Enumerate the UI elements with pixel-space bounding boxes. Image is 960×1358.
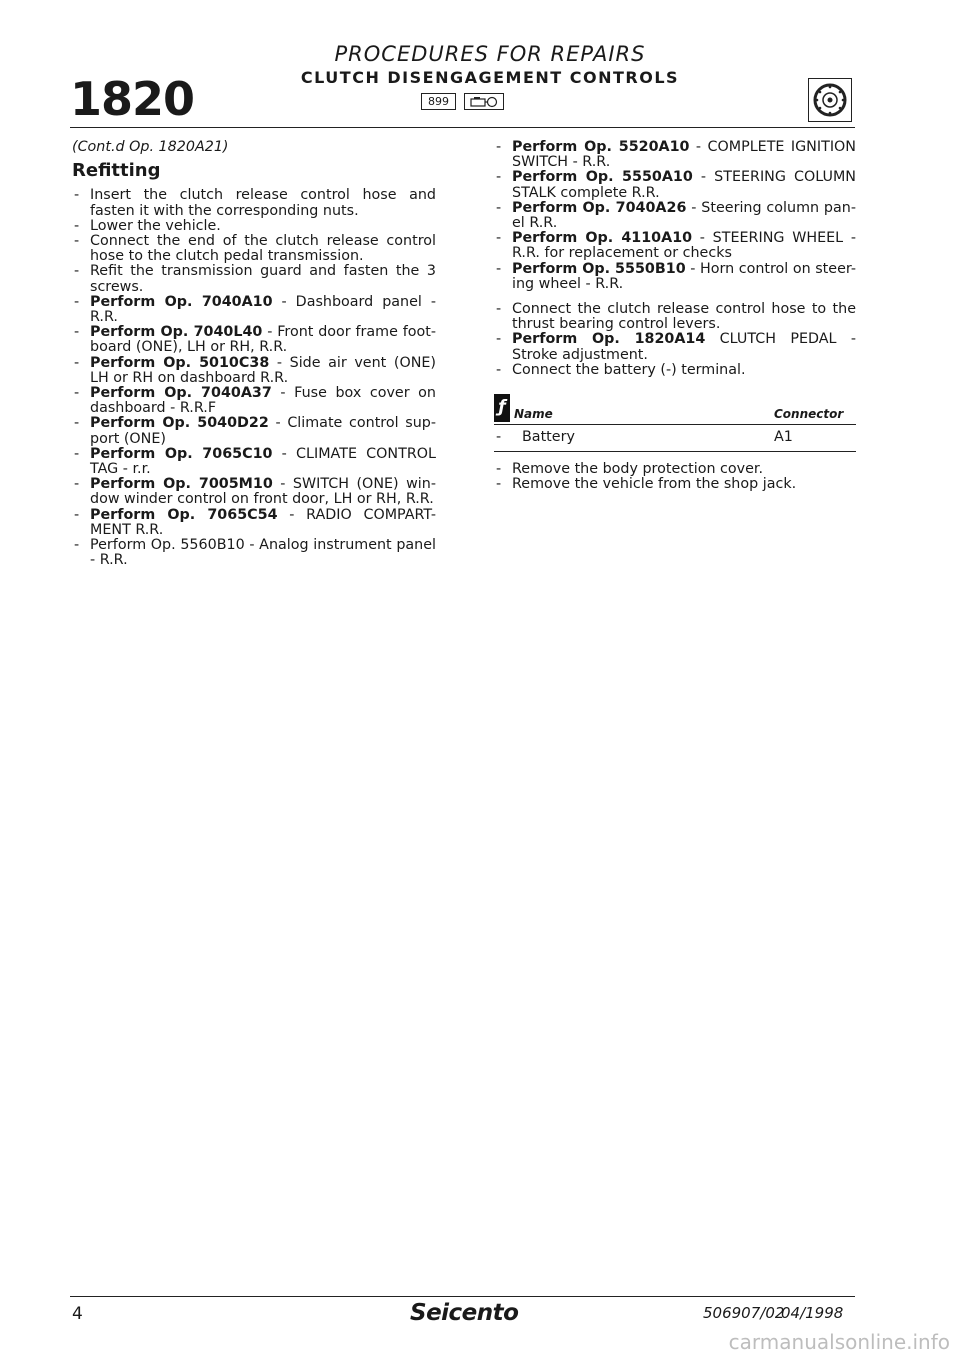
step-item: - Remove the body protection cover. — [494, 462, 856, 477]
step-item: - Perform Op. 7040A37 - Fuse box cover on dashboard - R.R.F — [72, 386, 436, 416]
header-badges — [421, 93, 504, 110]
op-reference: Perform Op. 1820A14 — [512, 331, 706, 348]
refitting-heading: Refitting — [72, 160, 161, 182]
step-item: - Connect the battery (-) terminal. — [494, 363, 856, 378]
step-item: - Perform Op. 5550B10 - Horn control on steer-ing wheel - R.R. — [494, 262, 856, 292]
step-item: - Perform Op. 5550A10 - STEERING COLUMN STALK complete R.R. — [494, 170, 856, 200]
refitting-steps — [72, 188, 436, 568]
op-reference: Perform Op. 7040A37 — [90, 385, 272, 402]
left-column — [72, 140, 436, 568]
op-reference: Perform Op. 7040L40 — [90, 324, 263, 341]
step-item: - Connect the end of the clutch release control hose to the clutch pedal transmission. — [72, 234, 436, 264]
electrical-icon: ƒ — [494, 394, 510, 422]
connection-steps — [494, 302, 856, 378]
step-item: - Remove the vehicle from the shop jack. — [494, 477, 856, 492]
step-item: - Insert the clutch release control hose and fasten it with the corresponding nuts. — [72, 188, 436, 218]
right-column — [494, 140, 856, 492]
watermark: carmanualsonline.info — [728, 1330, 950, 1354]
op-reference: Perform Op. 5010C38 — [90, 354, 270, 371]
step-item: - Perform Op. 7040A10 - Dashboard panel - R.R. — [72, 295, 436, 325]
step-item: - Perform Op. 7040A26 - Steering column pan-el R.R. — [494, 201, 856, 231]
step-item: - Perform Op. 7065C54 - RADIO COMPART-MENT R.R. — [72, 508, 436, 538]
op-reference: Perform Op. 5520A10 — [512, 139, 690, 155]
connector-table — [494, 392, 856, 452]
header-divider — [70, 127, 855, 128]
continuation-note: (Cont.d Op. 1820A21) — [72, 139, 229, 155]
footer-divider — [70, 1296, 855, 1297]
op-reference: Perform Op. 7005M10 — [90, 476, 273, 493]
step-item: - Lower the vehicle. — [72, 219, 436, 234]
steering-wheel-icon — [808, 78, 852, 122]
page-number: 4 — [72, 1304, 83, 1324]
step-item: - Perform Op. 5560B10 - Analog instrument panel - R.R. — [72, 538, 436, 568]
connector-table-header — [494, 392, 856, 425]
op-reference: Perform Op. 7040A26 — [512, 199, 687, 216]
step-item: - Perform Op. 7040L40 - Front door frame foot-board (ONE), LH or RH, R.R. — [72, 325, 436, 355]
step-item: - Perform Op. 5520A10 - COMPLETE IGNITION SWITCH - R.R. — [494, 140, 856, 170]
badge-number: 899 — [421, 93, 456, 110]
row-dash: - — [496, 429, 502, 446]
op-reference: Perform Op. 5040D22 — [90, 415, 269, 432]
document-code: 506907/02 — [703, 1304, 785, 1322]
column-header-connector: Connector — [774, 406, 844, 421]
section-code: 1820 — [70, 72, 195, 126]
step-item: - Refit the transmission guard and fasten the 3 screws. — [72, 264, 436, 294]
engine-icon — [464, 93, 504, 110]
steering-wheel-icon-graphic — [809, 79, 851, 121]
row-connector: A1 — [774, 429, 793, 446]
step-item: - Perform Op. 1820A14 CLUTCH PEDAL - Stroke adjustment. — [494, 332, 856, 362]
page-subtitle: CLUTCH DISENGAGEMENT CONTROLS — [300, 68, 680, 87]
row-name: Battery — [522, 429, 575, 446]
op-reference: Perform Op. 4110A10 — [512, 230, 693, 247]
table-row — [494, 425, 856, 452]
step-item: - Connect the clutch release control hose to the thrust bearing control levers. — [494, 302, 856, 332]
removal-references — [494, 140, 856, 292]
step-item: - Perform Op. 5040D22 - Climate control sup-port (ONE) — [72, 416, 436, 446]
brand-logo: Seicento — [410, 1300, 519, 1326]
step-item: - Perform Op. 4110A10 - STEERING WHEEL - R.R. for replacement or checks — [494, 231, 856, 261]
engine-icon-graphic — [469, 96, 499, 108]
final-steps — [494, 462, 856, 492]
op-reference: Perform Op. 7065C54 — [90, 506, 278, 523]
document-date: 04/1998 — [781, 1304, 844, 1322]
op-reference: Perform Op. 7040A10 — [90, 293, 273, 310]
op-reference: Perform Op. 5550A10 — [512, 169, 693, 186]
column-header-name: Name — [514, 406, 553, 421]
step-item: - Perform Op. 5010C38 - Side air vent (ONE) LH or RH on dashboard R.R. — [72, 356, 436, 386]
op-reference: Perform Op. 5550B10 — [512, 260, 686, 277]
page-title: PROCEDURES FOR REPAIRS — [334, 42, 646, 66]
step-item: - Perform Op. 7065C10 - CLIMATE CONTROL TAG - r.r. — [72, 447, 436, 477]
step-item: - Perform Op. 7005M10 - SWITCH (ONE) win-dow winder control on front door, LH or RH, R.R. — [72, 477, 436, 507]
op-reference: Perform Op. 7065C10 — [90, 445, 273, 462]
